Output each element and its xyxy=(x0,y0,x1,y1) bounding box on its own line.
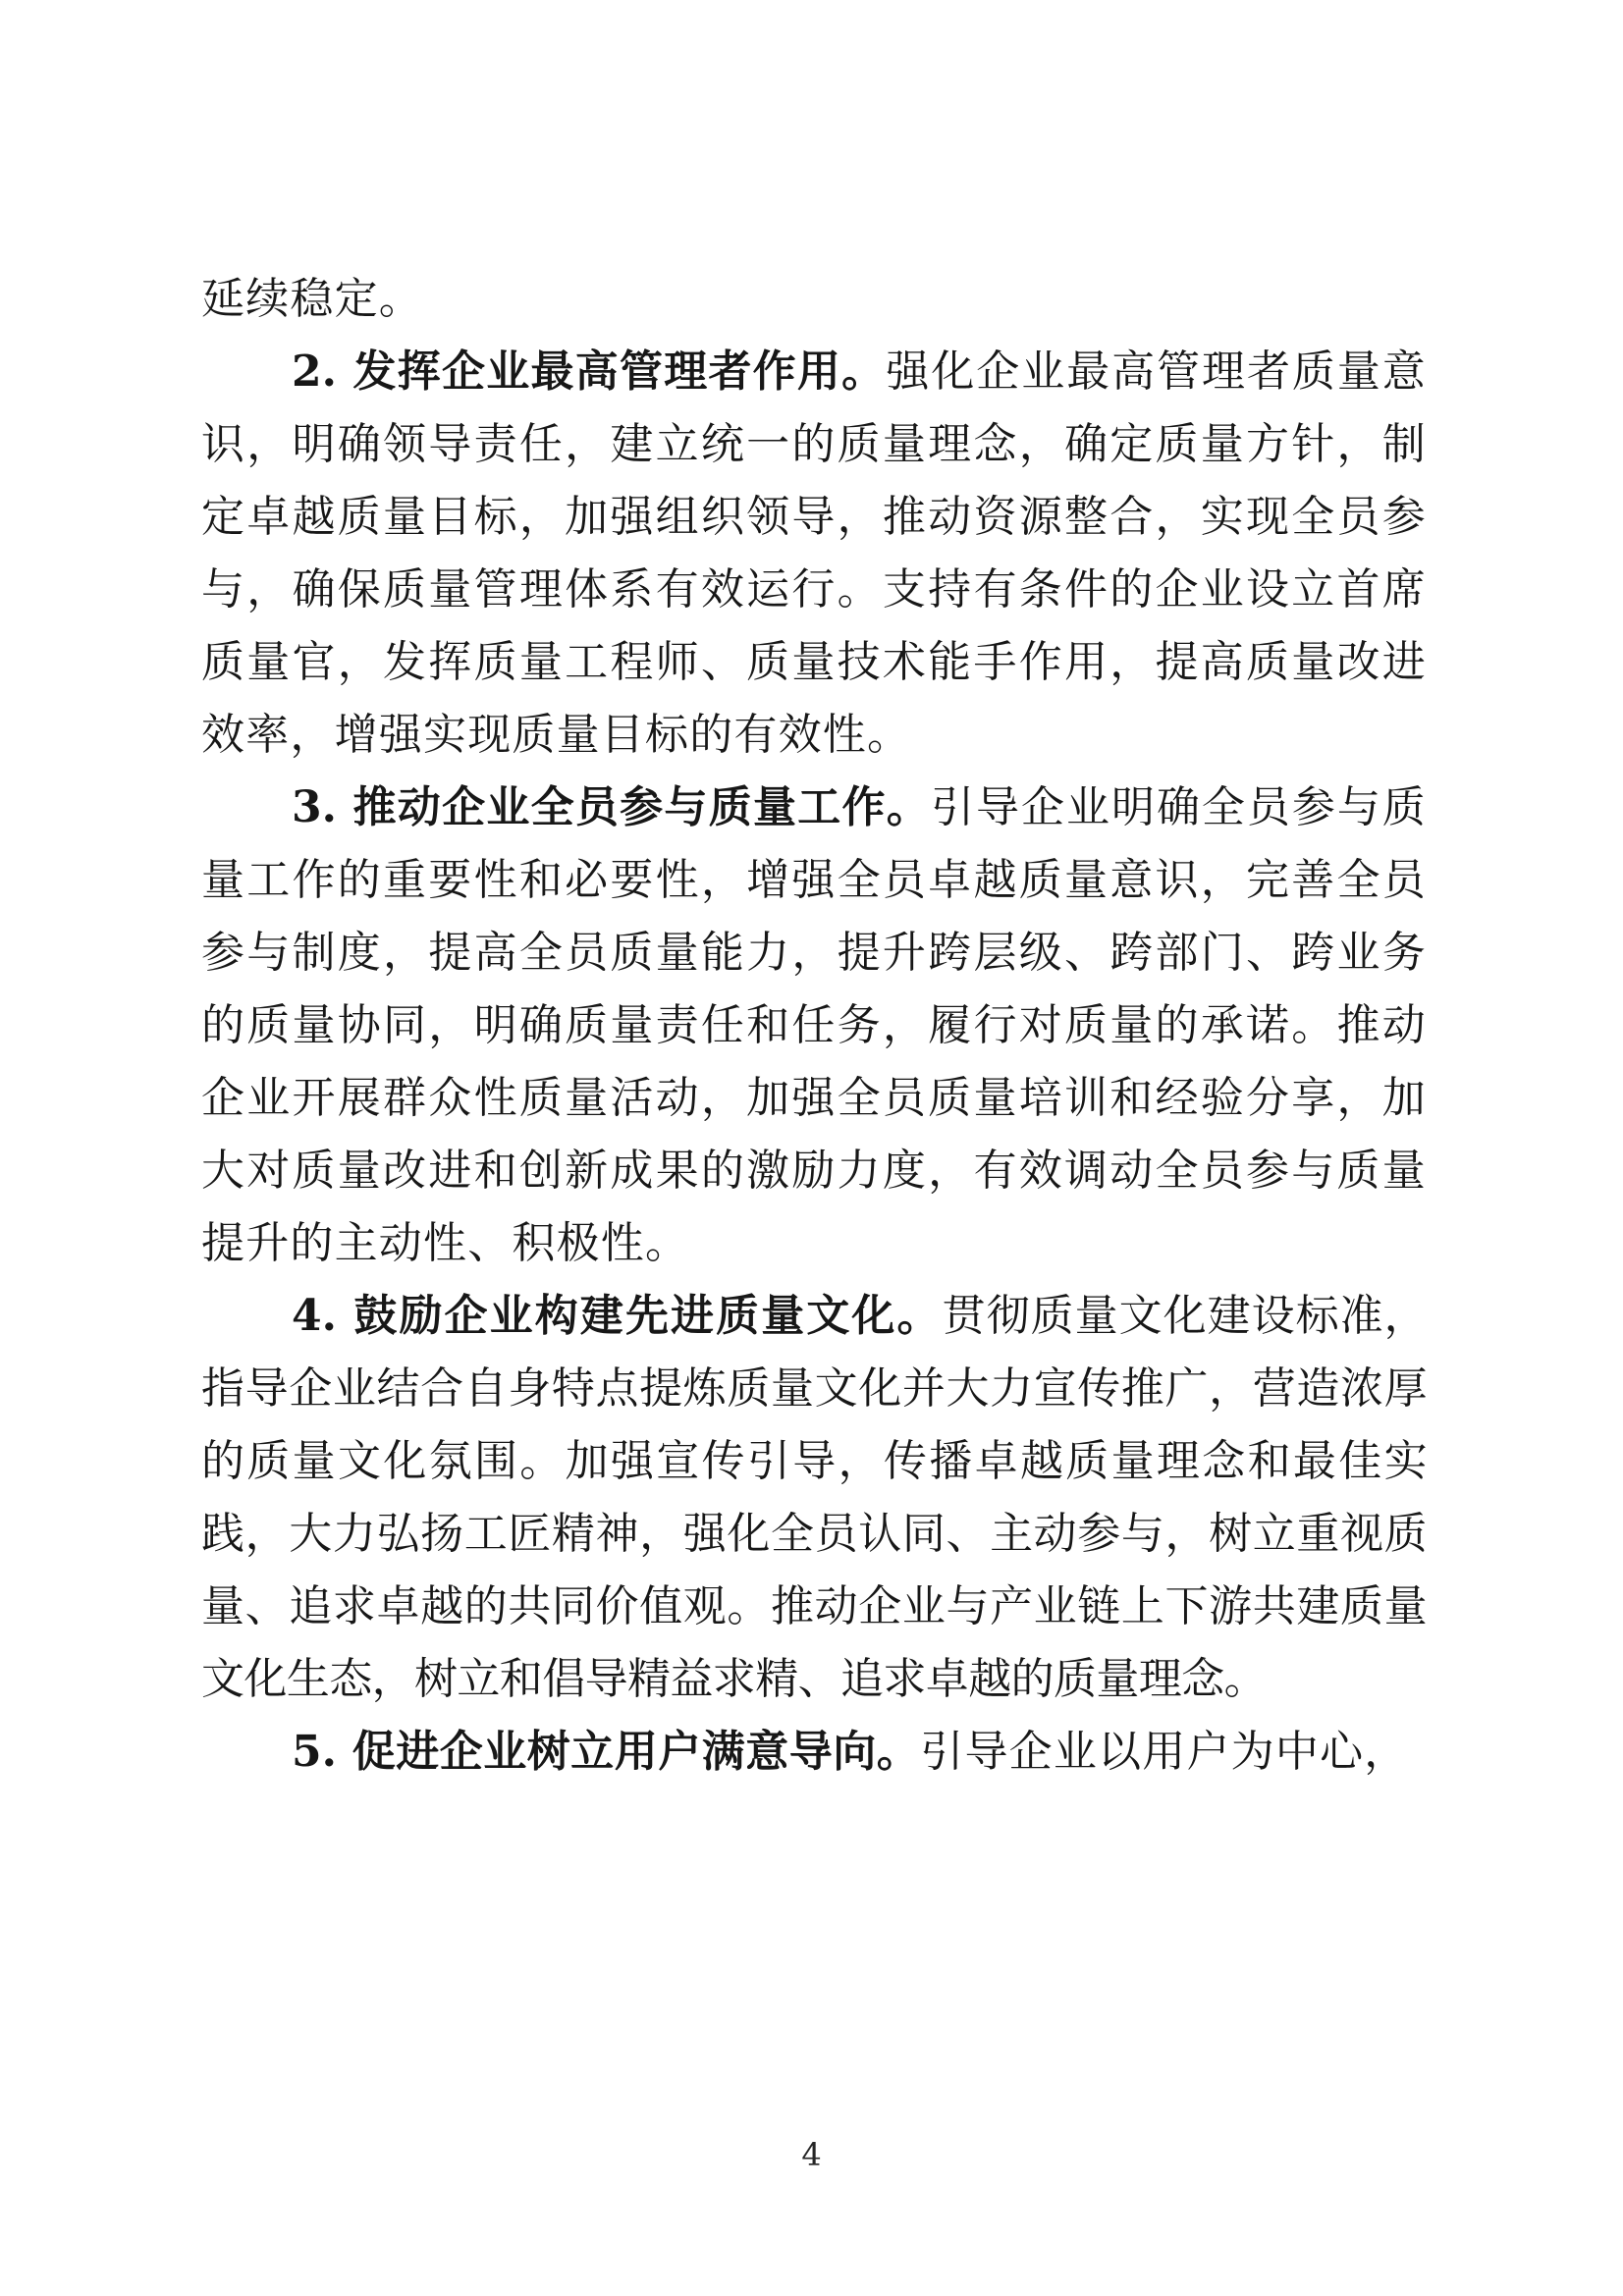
item-5-heading xyxy=(292,1727,920,1777)
paragraph-item-2 xyxy=(201,336,1427,772)
item-5-heading-text: 促进企业树立用户满意导向。 xyxy=(352,1727,921,1777)
item-4-heading-text: 鼓励企业构建先进质量文化。 xyxy=(353,1291,943,1341)
item-5-number: 5. xyxy=(292,1727,337,1777)
paragraph-text: 延续稳定。 xyxy=(201,274,423,324)
item-2-number: 2. xyxy=(292,347,337,397)
paragraph-item-3 xyxy=(201,772,1427,1280)
item-2-heading xyxy=(292,347,886,397)
item-2-heading-text: 发挥企业最高管理者作用。 xyxy=(352,347,887,397)
item-4-heading xyxy=(292,1291,943,1341)
paragraph-continuation xyxy=(201,263,1427,336)
item-3-heading xyxy=(292,782,931,832)
paragraph-item-5 xyxy=(201,1716,1427,1789)
page-text-body xyxy=(201,263,1427,1789)
item-2-text: 强化企业最高管理者质量意识，明确领导责任，建立统一的质量理念，确定质量方针，制定卓越质量目标，加强组织领导，推动资源整合，实现全员参与，确保质量管理体系有效运行。支持有条件的企业设立首席质量官，发挥质量工程师、质量技术能手作用，提高质量改进效率，增强实现质量目标的有效性。 xyxy=(201,347,1427,760)
item-4-text: 贯彻质量文化建设标准，指导企业结合自身特点提炼质量文化并大力宣传推广，营造浓厚的质量文化氛围。加强宣传引导，传播卓越质量理念和最佳实践，大力弘扬工匠精神，强化全员认同、主动参与，树立重视质量、追求卓越的共同价值观。推动企业与产业链上下游共建质量文化生态，树立和倡导精益求精、追求卓越的质量理念。 xyxy=(201,1291,1427,1704)
item-4-number: 4. xyxy=(292,1291,337,1341)
item-3-text: 引导企业明确全员参与质量工作的重要性和必要性，增强全员卓越质量意识，完善全员参与制度，提高全员质量能力，提升跨层级、跨部门、跨业务的质量协同，明确质量责任和任务，履行对质量的承诺。推动企业开展群众性质量活动，加强全员质量培训和经验分享，加大对质量改进和创新成果的激励力度，有效调动全员参与质量提升的主动性、积极性。 xyxy=(201,782,1427,1268)
item-3-heading-text: 推动企业全员参与质量工作。 xyxy=(352,782,932,832)
item-5-text: 引导企业以用户为中心， xyxy=(920,1727,1409,1777)
item-3-number: 3. xyxy=(292,782,337,832)
paragraph-item-4 xyxy=(201,1280,1427,1716)
page-number: 4 xyxy=(801,2136,822,2173)
